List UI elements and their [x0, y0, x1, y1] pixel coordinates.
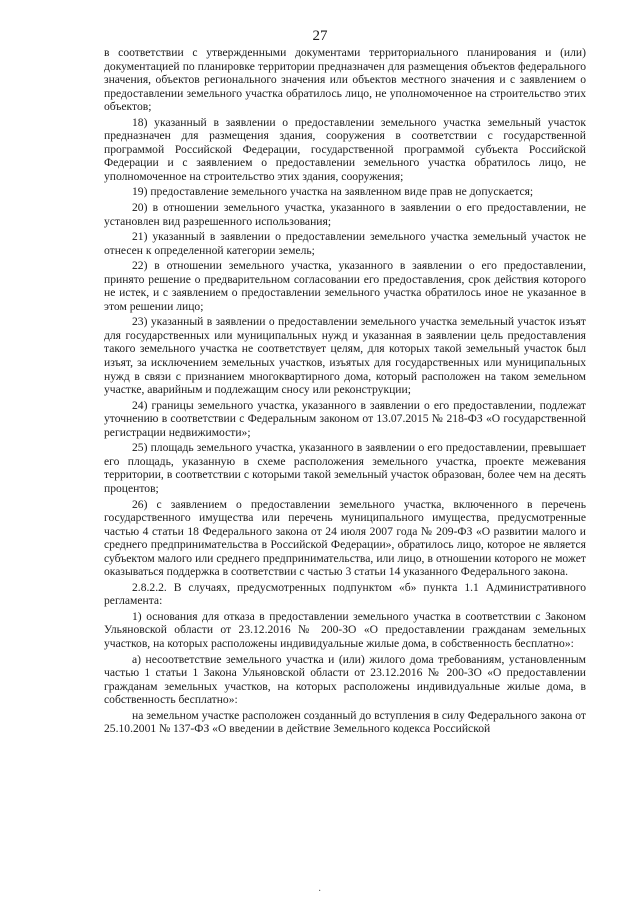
- paragraph: 21) указанный в заявлении о предоставлении земельного участка земельный участок не отнесен к определенной категории земель;: [104, 230, 586, 257]
- paragraph: 22) в отношении земельного участка, указанного в заявлении о его предоставлении, принято решение о предварительном согласовании его предоставления, срок действия которого не истек, и с заявлением о предоставлении земельного участка обратилось иное не указанное в этом решении лицо;: [104, 259, 586, 313]
- paragraph: 2.8.2.2. В случаях, предусмотренных подпунктом «б» пункта 1.1 Административного регламента:: [104, 580, 586, 608]
- paragraph: 19) предоставление земельного участка на заявленном виде прав не допускается;: [132, 185, 534, 199]
- page-number: 27: [312, 28, 328, 44]
- paragraph: 1) основания для отказа в предоставлении земельного участка в соответствии с Законом Ульяновской области от 23.12.2016 № 200-ЗО «О предоставлении гражданам земельных участков, на которых расположены индивидуальные жилые дома, в собственность бесплатно»:: [104, 609, 586, 650]
- paragraph: 23) указанный в заявлении о предоставлении земельного участка земельный участок изъят для государственных или муниципальных нужд и указанная в заявлении цель предоставления такого земельного участка не соответствует целям, для которых такой земельный участок был изъят, за исключением земельных участков, изъятых для государственных или муниципальных нужд в связи с признанием многоквартирного дома, который расположен на таком земельном участке, аварийным и подлежащим сносу или реконструкции;: [104, 315, 586, 397]
- scan-mark: ·: [318, 886, 322, 897]
- paragraph: на земельном участке расположен созданный до вступления в силу Федерального закона от 25.10.2001 № 137-ФЗ «О введении в действие Земельного кодекса Российской: [104, 708, 586, 736]
- paragraph: 26) с заявлением о предоставлении земельного участка, включенного в перечень государственного имущества или перечень муниципального имущества, предусмотренные частью 4 статьи 18 Федерального закона от 24 июля 2007 года № 209-ФЗ «О развитии малого и среднего предпринимательства в Российской Федерации», обратилось лицо, которое не является субъектом малого или среднего предпринимательства, или лицо, в отношении которого не может оказываться поддержка в соответствии с частью 3 статьи 14 указанного Федерального закона.: [104, 497, 586, 579]
- paragraph: 25) площадь земельного участка, указанного в заявлении о его предоставлении, превышает его площадь, указанную в схеме расположения земельного участка, проекте межевания территории, в соответствии с которыми такой земельный участок образован, более чем на десять процентов;: [104, 441, 586, 495]
- paragraph: 24) границы земельного участка, указанного в заявлении о его предоставлении, подлежат уточнению в соответствии с Федеральным законом от 13.07.2015 № 218-ФЗ «О государственной регистрации недвижимости»;: [104, 398, 586, 439]
- paragraph: в соответствии с утвержденными документами территориального планирования и (или) документацией по планировке территории предназначен для размещения объектов федерального значения, объектов регионального значения или объектов местного значения и с заявлением о предоставлении земельного участка обратилось лицо, не уполномоченное на строительство этих объектов;: [104, 46, 586, 114]
- paragraph: а) несоответствие земельного участка и (или) жилого дома требованиям, установленным частью 1 статьи 1 Закона Ульяновской области от 23.12.2016 № 200-ЗО «О предоставлении гражданам земельных участков, на которых расположены индивидуальные жилые дома, в собственность бесплатно»:: [104, 652, 586, 707]
- paragraph: 18) указанный в заявлении о предоставлении земельного участка земельный участок предназначен для размещения здания, сооружения в соответствии с государственной программой Российской Федерации, государственной программой субъекта Российской Федерации и с заявлением о предоставлении земельного участка обратилось лицо, не уполномоченное на строительство этих здания, сооружения;: [104, 115, 586, 183]
- paragraph: 20) в отношении земельного участка, указанного в заявлении о его предоставлении, не установлен вид разрешенного использования;: [104, 201, 586, 228]
- document-body: [104, 46, 586, 738]
